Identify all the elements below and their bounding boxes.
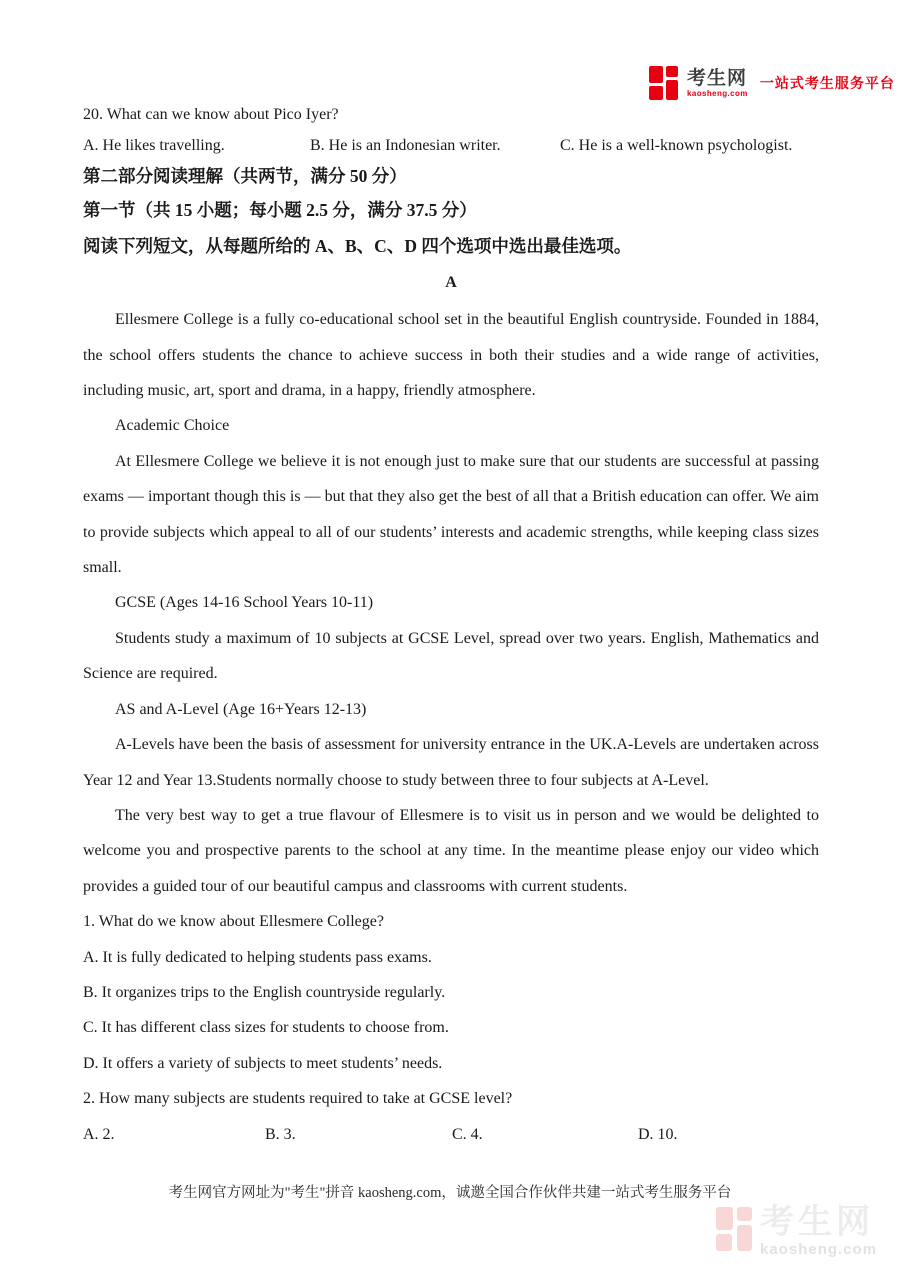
passage-paragraph: Ellesmere College is a fully co-educational school set in the beautiful English countryside. Founded in 1884, the school offers students the chance to achieve success in both their studies and a wide range of activities, including music, art, sport and drama, in a happy, friendly atmosphere. <box>83 311 819 400</box>
q20-option-c: C. He is a well-known psychologist. <box>560 137 793 155</box>
passage-paragraph: Students study a maximum of 10 subjects at GCSE Level, spread over two years. English, Mathematics and Science are required. <box>83 629 819 683</box>
passage-paragraph: A-Levels have been the basis of assessment for university entrance in the UK.A-Levels are undertaken across Year 12 and Year 13.Students normally choose to study between three to four subjects at A-Level. <box>83 736 819 789</box>
brand-name: 考生网 <box>687 67 748 89</box>
watermark-brand-name: 考生网 <box>760 1203 874 1241</box>
passage-subheading: AS and A-Level (Age 16+Years 12-13) <box>115 700 367 718</box>
section-part-heading: 第二部分阅读理解（共两节，满分 50 分） <box>83 166 407 187</box>
passage-paragraph: At Ellesmere College we believe it is not enough just to make sure that our students are successful at passing exams — important though this is — but that they also get the best of all that a British education can offer. We aim to provide subjects which appeal to all of our students’ interests and academic strengths, while keeping class sizes small. <box>83 452 819 577</box>
brand-text-block <box>687 69 748 98</box>
document-content <box>83 97 819 1152</box>
q20-option-a: A. He likes travelling. <box>83 137 225 155</box>
section-node-heading: 第一节（共 15 小题；每小题 2.5 分，满分 37.5 分） <box>83 200 477 221</box>
q2-option-a: A. 2. <box>83 1125 115 1143</box>
watermark-domain: kaosheng.com <box>760 1241 878 1258</box>
question-2-text: 2. How many subjects are students required to take at GCSE level? <box>83 1090 513 1108</box>
kaosheng-header-logo <box>649 66 895 100</box>
passage-label: A <box>445 274 457 292</box>
question-20-options <box>83 132 819 160</box>
footer-text: 考生网官方网址为"考生"拼音 kaosheng.com，诚邀全国合作伙伴共建一站式考生服务平台 <box>168 1185 732 1201</box>
question-20-text: 20. What can we know about Pico Iyer? <box>83 106 339 123</box>
q2-option-b: B. 3. <box>265 1125 296 1143</box>
kaosheng-watermark-icon <box>716 1205 754 1251</box>
q1-option-b: B. It organizes trips to the English countryside regularly. <box>83 983 446 1001</box>
question-2-options <box>83 1117 819 1152</box>
question-1-text: 1. What do we know about Ellesmere College? <box>83 913 384 931</box>
section-instruction: 阅读下列短文，从每题所给的 A、B、C、D 四个选项中选出最佳选项。 <box>83 235 632 256</box>
q1-option-c: C. It has different class sizes for students to choose from. <box>83 1019 449 1037</box>
q2-option-d: D. 10. <box>638 1125 678 1143</box>
q1-option-a: A. It is fully dedicated to helping students pass exams. <box>83 948 432 966</box>
q20-option-b: B. He is an Indonesian writer. <box>310 137 501 155</box>
passage-subheading: GCSE (Ages 14-16 School Years 10-11) <box>115 594 374 612</box>
q2-option-c: C. 4. <box>452 1125 483 1143</box>
brand-tagline: 一站式考生服务平台 <box>759 75 895 91</box>
q1-option-d: D. It offers a variety of subjects to meet students’ needs. <box>83 1054 443 1072</box>
kaosheng-logo-icon <box>649 66 682 100</box>
passage-paragraph: The very best way to get a true flavour of Ellesmere is to visit us in person and we would be delighted to welcome you and prospective parents to the school at any time. In the meantime please enjoy our video which provides a guided tour of our beautiful campus and classrooms with current students. <box>83 806 819 895</box>
brand-domain: kaosheng.com <box>687 88 748 98</box>
passage-subheading: Academic Choice <box>115 417 230 435</box>
kaosheng-watermark <box>716 1205 877 1257</box>
watermark-text-block <box>760 1205 877 1257</box>
